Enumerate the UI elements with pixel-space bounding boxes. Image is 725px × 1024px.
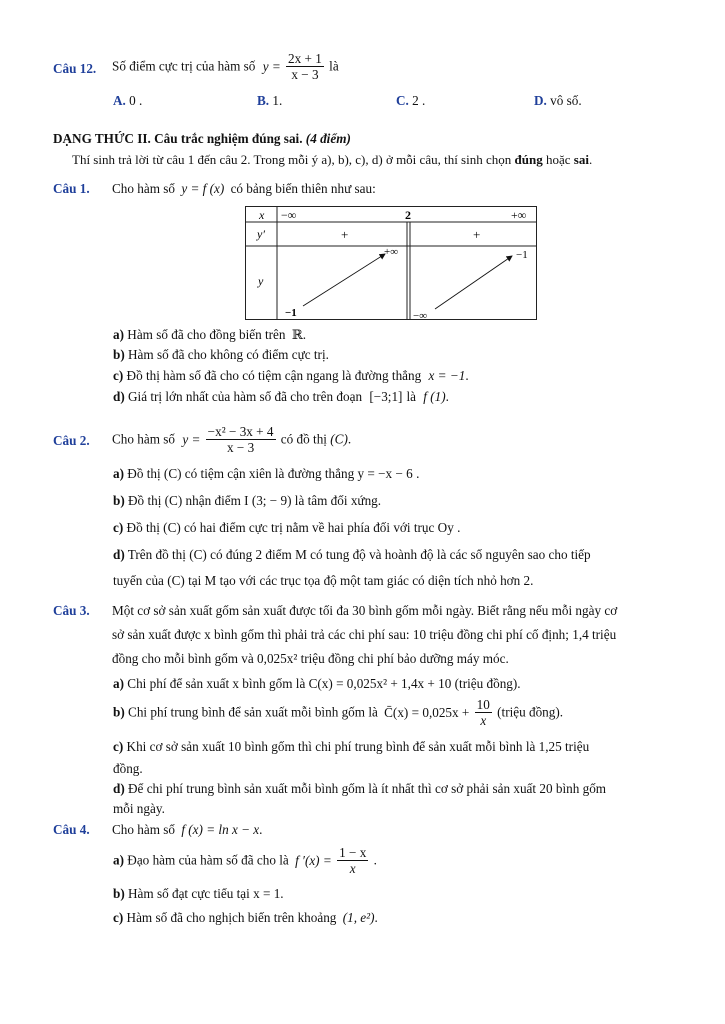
item-letter: a)	[113, 676, 124, 691]
item-text: Để chi phí trung bình sản xuất mỗi bình gốm là ít nhất thì cơ sở phải sản xuất 20 bình gốm	[128, 781, 607, 796]
item-end: .	[373, 852, 377, 868]
option-letter: D.	[534, 93, 547, 108]
q1-stem-text-2: có bảng biến thiên như sau:	[230, 181, 376, 196]
q3-item-c[interactable]	[113, 739, 589, 755]
section-points: (4 điểm)	[305, 131, 351, 146]
item-math: C̄(x) = 0,025x +	[384, 704, 470, 720]
section-heading	[53, 131, 351, 147]
table-y-right-bottom: −∞	[413, 310, 428, 320]
q2-item-b[interactable]	[113, 493, 381, 509]
item-end: .	[465, 368, 469, 383]
fraction-numerator: 10	[476, 697, 490, 712]
item-math: f ′(x) =	[295, 852, 332, 868]
table-row-x: x	[259, 208, 265, 222]
table-y-left-bottom: −1	[285, 307, 297, 319]
fraction-denominator: x	[349, 861, 356, 876]
question-1-label: Câu 1.	[53, 181, 90, 196]
table-y-left-top: +∞	[384, 246, 399, 258]
q3-b-fraction	[475, 697, 492, 728]
option-text: 1.	[272, 93, 283, 108]
table-x-mid: 2	[405, 208, 411, 222]
q12-fraction	[286, 51, 324, 82]
option-text: 0 .	[129, 93, 143, 108]
q12-option-c[interactable]	[396, 93, 425, 109]
q1-item-d[interactable]	[113, 389, 449, 405]
item-letter: c)	[113, 910, 124, 925]
item-letter: d)	[113, 547, 125, 562]
item-letter: b)	[113, 886, 125, 901]
q4-item-a[interactable]	[113, 845, 377, 876]
item-letter: c)	[113, 368, 124, 383]
q4-fx: f (x) = ln x − x	[181, 822, 260, 837]
table-row-y: y	[258, 274, 264, 288]
table-x-right: +∞	[511, 208, 527, 222]
fraction-numerator: 1 − x	[339, 845, 367, 860]
q3-line-1: Một cơ sở sản xuất gốm sản xuất được tối đa 30 bình gốm mỗi ngày. Biết rằng nếu mỗi ngày cơ	[112, 603, 618, 618]
item-letter: c)	[113, 520, 124, 535]
q3-item-d[interactable]	[113, 781, 606, 797]
item-text: Chi phí để sản xuất x bình gốm là C(x) = 0,025x² + 1,4x + 10 (triệu đồng).	[127, 676, 521, 691]
q2-stem-end: .	[347, 431, 352, 447]
q2-fx-lhs: y =	[182, 431, 201, 447]
instr-false: sai	[573, 152, 589, 167]
q3-item-c-cont: đồng.	[113, 761, 143, 776]
question-12-stem	[112, 51, 339, 82]
item-math: x = −1	[428, 368, 466, 383]
q12-tail: là	[329, 58, 339, 74]
question-2-label: Câu 2.	[53, 433, 90, 448]
item-letter: b)	[113, 704, 125, 720]
item-letter: b)	[113, 493, 125, 508]
q4-stem-end: .	[259, 822, 263, 837]
q1-stem-text: Cho hàm số	[112, 181, 176, 196]
q2-fraction	[206, 424, 276, 455]
item-math-2: f (1)	[423, 389, 446, 404]
table-arrow-right	[435, 256, 512, 309]
instr-or: hoặc	[545, 152, 571, 167]
q1-fx: y = f (x)	[181, 181, 225, 196]
option-text: 2 .	[412, 93, 426, 108]
q4-stem-text: Cho hàm số	[112, 822, 176, 837]
question-4-label: Câu 4.	[53, 822, 90, 837]
q12-fraction-denominator: x − 3	[291, 67, 319, 82]
q12-fraction-numerator: 2x + 1	[288, 51, 322, 66]
q2-fraction-denominator: x − 3	[226, 440, 255, 455]
item-text: Đồ thị (C) có tiệm cận xiên là đường thẳng y = −x − 6 .	[127, 466, 420, 481]
instr-text: Thí sinh trả lời từ câu 1 đến câu 2. Trong mỗi ý a), b), c), d) ở mỗi câu, thí sinh chọn	[72, 152, 512, 167]
item-text: Đồ thị hàm số đã cho có tiệm cận ngang là đường thẳng	[126, 368, 422, 383]
item-text: Hàm số đã cho đồng biến trên	[127, 327, 286, 342]
question-1-stem	[112, 181, 376, 197]
table-x-left: −∞	[281, 208, 297, 222]
item-math: ℝ	[291, 327, 303, 342]
q2-fraction-numerator: −x² − 3x + 4	[207, 424, 274, 439]
q4-item-c[interactable]	[113, 910, 378, 926]
variation-table	[245, 206, 537, 320]
option-letter: C.	[396, 93, 409, 108]
question-3-label: Câu 3.	[53, 603, 90, 618]
q2-curve-name: (C)	[330, 431, 348, 447]
item-text: Hàm số đã cho nghịch biến trên khoảng	[126, 910, 337, 925]
item-math: (1, e²)	[342, 910, 375, 925]
q3-item-a[interactable]	[113, 676, 521, 692]
item-letter: a)	[113, 466, 124, 481]
item-text: Giá trị lớn nhất của hàm số đã cho trên đoạn	[128, 389, 363, 404]
q1-item-a[interactable]	[113, 327, 306, 343]
instr-true: đúng	[514, 152, 543, 167]
q12-stem-text: Số điểm cực trị của hàm số	[112, 58, 256, 74]
item-text: Khi cơ sở sản xuất 10 bình gốm thì chi phí trung bình để sản xuất mỗi bình là 1,25 triệu	[126, 739, 590, 754]
option-letter: A.	[113, 93, 126, 108]
q1-item-b[interactable]	[113, 347, 329, 363]
q3-item-d-cont: mỗi ngày.	[113, 801, 165, 816]
q2-stem-text: Cho hàm số	[112, 431, 176, 447]
item-letter: c)	[113, 739, 124, 754]
q2-item-d[interactable]	[113, 547, 591, 563]
item-letter: a)	[113, 852, 124, 868]
item-text: Chi phí trung bình để sản xuất mỗi bình gốm là	[128, 704, 378, 720]
table-sign-left: +	[341, 227, 349, 242]
section-title: DẠNG THỨC II. Câu trắc nghiệm đúng sai.	[53, 131, 303, 146]
q12-option-d[interactable]	[534, 93, 582, 109]
q2-item-d-cont	[113, 573, 533, 589]
q4-item-b[interactable]	[113, 886, 284, 902]
fraction-denominator: x	[480, 713, 487, 728]
q2-item-a[interactable]	[113, 466, 419, 482]
option-text: vô số.	[550, 93, 582, 108]
item-text: Đồ thị (C) nhận điểm I (3; − 9) là tâm đối xứng.	[128, 493, 382, 508]
item-letter: d)	[113, 781, 125, 796]
item-end: .	[302, 327, 307, 342]
item-text: tuyến của (C) tại M tạo với các trục tọa độ một tam giác có diện tích nhỏ hơn 2.	[113, 573, 534, 588]
q2-stem-text-2: có đồ thị	[280, 431, 327, 447]
q12-fx-lhs: y =	[262, 58, 281, 74]
item-text: Hàm số đạt cực tiểu tại x = 1.	[128, 886, 284, 901]
q1-item-c[interactable]	[113, 368, 469, 384]
table-sign-right: +	[473, 227, 481, 242]
item-letter: b)	[113, 347, 125, 362]
item-text: Đồ thị (C) có hai điểm cực trị nằm về hai phía đối với trục Oy .	[126, 520, 461, 535]
section-instructions	[72, 152, 592, 168]
item-text: Hàm số đã cho không có điểm cực trị.	[128, 347, 329, 362]
q4-a-fraction	[337, 845, 368, 876]
item-end: .	[374, 910, 378, 925]
question-4-stem	[112, 822, 262, 838]
item-end: (triệu đồng).	[497, 704, 564, 720]
item-mid: là	[406, 389, 416, 404]
q12-option-a[interactable]	[113, 93, 142, 109]
instr-end: .	[588, 152, 593, 167]
option-letter: B.	[257, 93, 270, 108]
q3-line-3: đồng cho mỗi bình gốm và 0,025x² triệu đồng chi phí bảo dưỡng máy móc.	[112, 651, 509, 666]
item-end: .	[445, 389, 449, 404]
table-arrow-left	[303, 254, 385, 306]
q2-item-c[interactable]	[113, 520, 460, 536]
question-2-stem	[112, 424, 351, 455]
question-12-label: Câu 12.	[53, 61, 97, 76]
table-y-right-top: −1	[516, 249, 528, 261]
item-math: [−3;1]	[369, 389, 403, 404]
item-letter: a)	[113, 327, 124, 342]
table-row-yprime: y′	[257, 227, 265, 241]
q3-line-2: sở sản xuất được x bình gốm thì phải trả các chi phí sau: 10 triệu đồng chi phí cố định; 1,4 triệu	[112, 627, 617, 642]
item-text: Trên đồ thị (C) có đúng 2 điểm M có tung độ và hoành độ là các số nguyên sao cho tiếp	[127, 547, 591, 562]
item-letter: d)	[113, 389, 125, 404]
item-text: Đạo hàm của hàm số đã cho là	[127, 852, 289, 868]
q3-item-b[interactable]	[113, 697, 563, 728]
q12-option-b[interactable]	[257, 93, 282, 109]
